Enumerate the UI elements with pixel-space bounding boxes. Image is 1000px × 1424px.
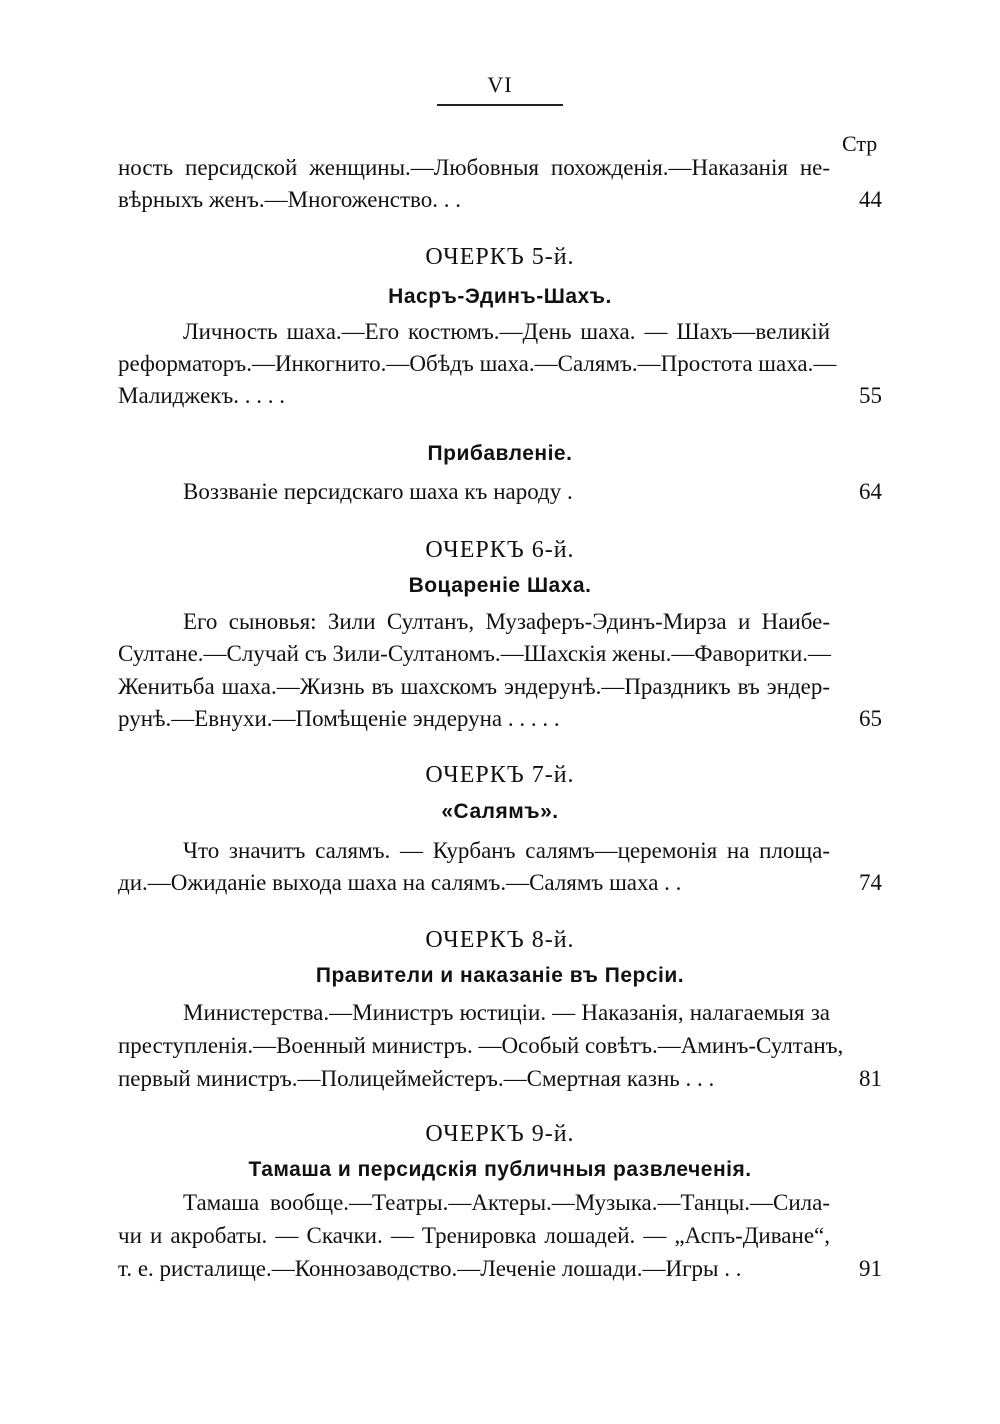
toc-entry-line: рунѣ.—Евнухи.—Помѣщеніе эндеруна . . . . . xyxy=(118,706,560,731)
toc-page-ref: 74 xyxy=(859,870,882,895)
toc-entry-line: преступленія.—Военный министръ. —Особый совѣтъ.—Аминъ-Султанъ, xyxy=(118,1033,844,1058)
toc-page-ref: 44 xyxy=(859,187,882,212)
essay-title: Тамаша и персидскія публичныя развлеченія. xyxy=(248,1158,752,1181)
toc-entry-line: реформаторъ.—Инкогнито.—Обѣдъ шаха.—Салямъ.—Простота шаха.— xyxy=(118,351,837,376)
toc-entry-line: ди.—Ожиданіе выхода шаха на салямъ.—Салямъ шаха . . xyxy=(118,870,682,895)
toc-page-ref: 64 xyxy=(859,479,882,504)
toc-entry-line: Султане.—Случай съ Зили-Султаномъ.—Шахскія жены.—Фаворитки.— xyxy=(118,641,831,666)
header-rule xyxy=(437,104,563,106)
toc-entry-line: вѣрныхъ женъ.—Многоженство. . . xyxy=(118,187,461,212)
page-number: VI xyxy=(487,72,513,97)
toc-entry-line: ность персидской женщины.—Любовныя похожденія.—Наказанія не- xyxy=(118,155,830,180)
toc-entry-line: Личность шаха.—Его костюмъ.—День шаха. — Шахъ—великій xyxy=(183,319,830,344)
toc-entry-line: Его сыновья: Зили Султанъ, Музаферъ-Эдинъ-Мирза и Наибе- xyxy=(183,609,830,634)
toc-entry-line: Министерства.—Министръ юстиціи. — Наказанія, налагаемыя за xyxy=(183,1000,830,1025)
toc-page-ref: 81 xyxy=(859,1066,882,1091)
appendix-title: Прибавленіе. xyxy=(427,442,573,465)
toc-entry-line: Малиджекъ. . . . . xyxy=(118,383,285,408)
toc-entry-line: т. е. ристалище.—Коннозаводство.—Леченіе лошади.—Игры . . xyxy=(118,1256,742,1281)
toc-page-ref: 91 xyxy=(859,1256,882,1281)
toc-entry-line: Воззваніе персидскаго шаха къ народу . xyxy=(183,479,573,504)
toc-entry-line: чи и акробаты. — Скачки. — Тренировка лошадей. — „Аспъ-Диване“, xyxy=(118,1223,830,1248)
toc-entry-line: Что значитъ салямъ. — Курбанъ салямъ—церемонія на площа- xyxy=(183,838,830,863)
toc-entry-line: Тамаша вообще.—Театры.—Актеры.—Музыка.—Танцы.—Сила- xyxy=(183,1190,830,1215)
toc-page-ref: 65 xyxy=(859,706,882,731)
essay-heading: ОЧЕРКЪ 7-й. xyxy=(425,762,575,788)
toc-entry-line: Женитьба шаха.—Жизнь въ шахскомъ эндерунѣ.—Праздникъ въ эндер- xyxy=(118,674,830,699)
essay-title: Насръ-Эдинъ-Шахъ. xyxy=(388,285,612,308)
essay-heading: ОЧЕРКЪ 6-й. xyxy=(425,537,575,563)
toc-page-ref: 55 xyxy=(859,383,882,408)
essay-heading: ОЧЕРКЪ 5-й. xyxy=(425,244,575,270)
essay-title: «Салямъ». xyxy=(441,800,559,823)
essay-title: Правители и наказаніе въ Персіи. xyxy=(315,964,685,987)
page-column-label: Стр xyxy=(842,131,878,156)
essay-heading: ОЧЕРКЪ 8-й. xyxy=(425,927,575,953)
essay-title: Воцареніе Шаха. xyxy=(408,574,592,597)
toc-entry-line: первый министръ.—Полицеймейстеръ.—Смертная казнь . . . xyxy=(118,1066,715,1091)
essay-heading: ОЧЕРКЪ 9-й. xyxy=(425,1121,575,1147)
